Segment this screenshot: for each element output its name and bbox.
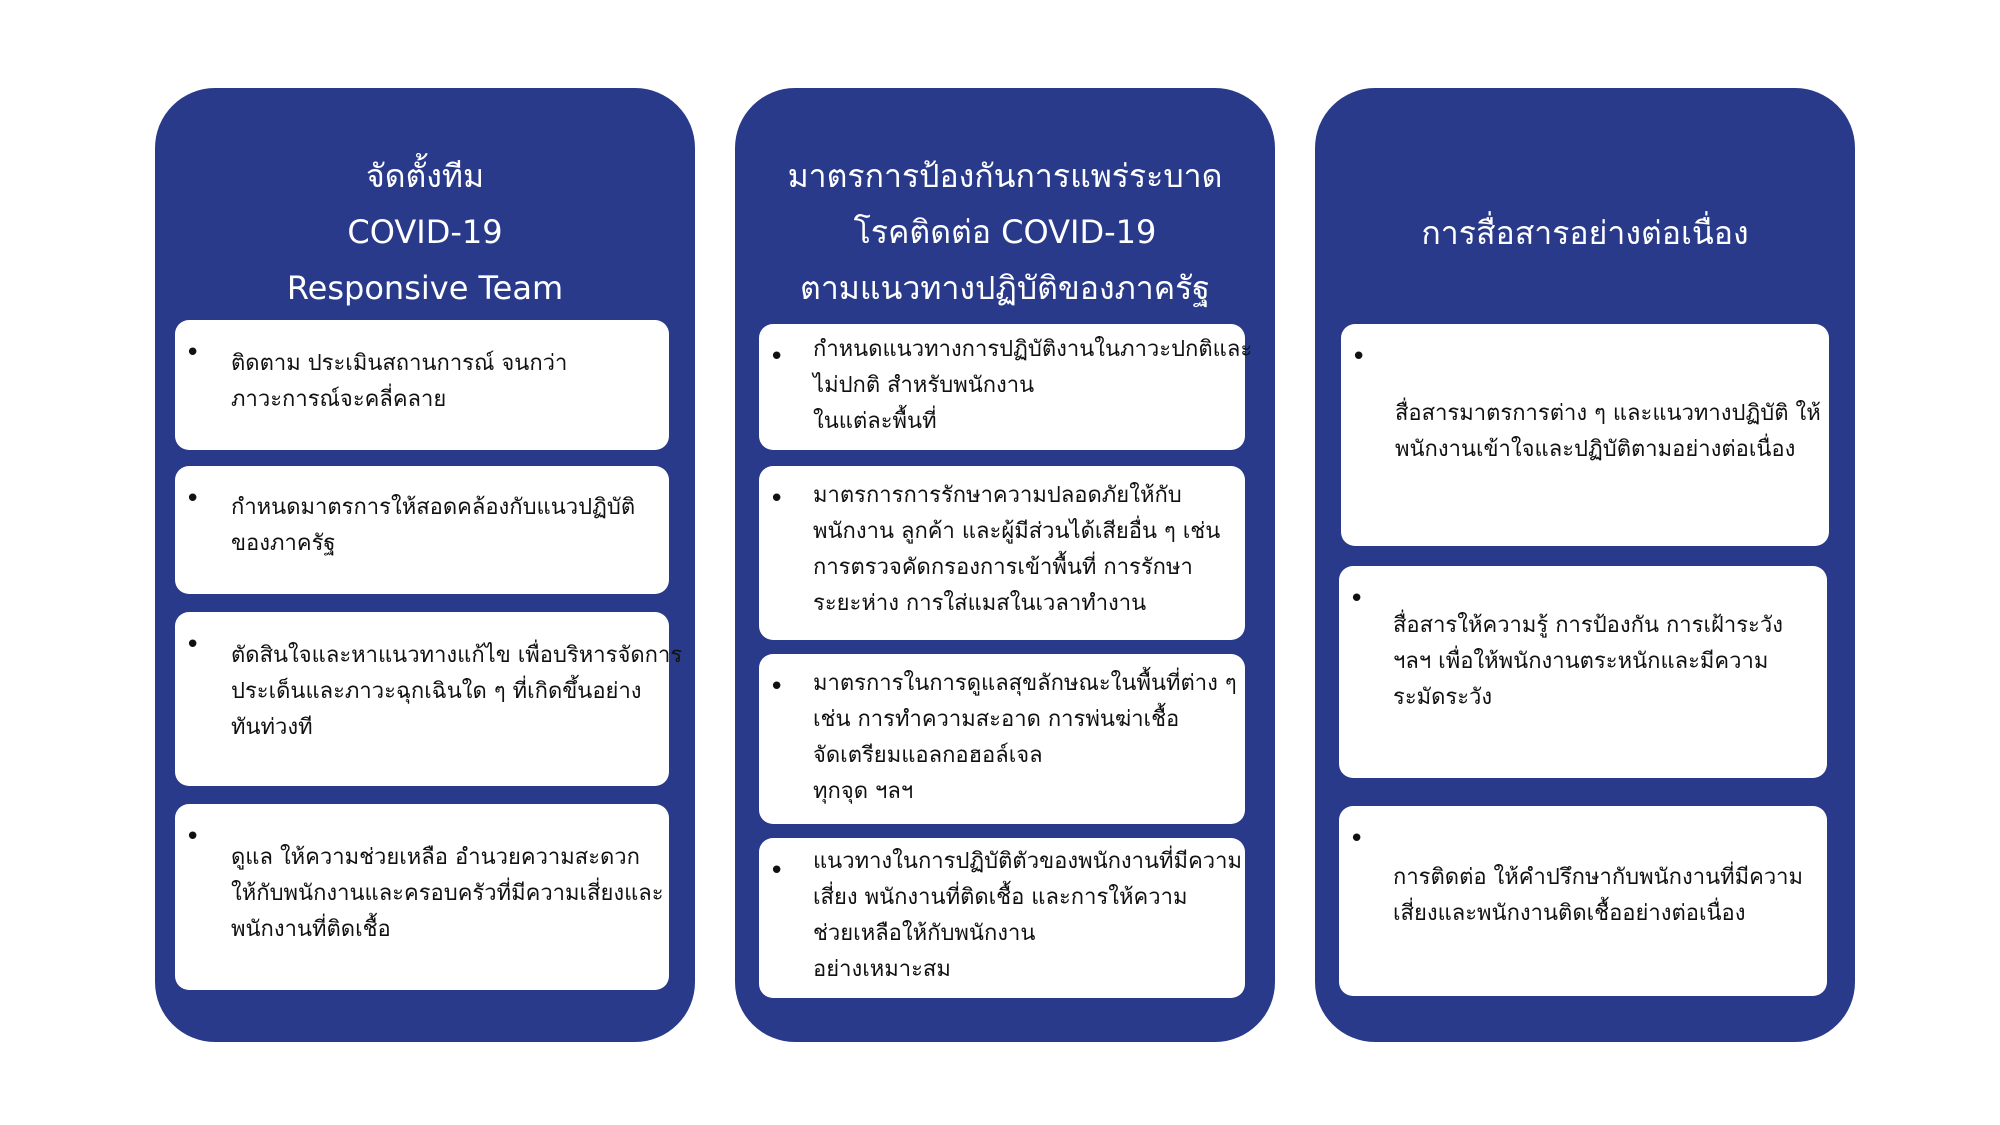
panel-title (1315, 198, 1855, 268)
title-line: โรคติดต่อ COVID-19 (853, 213, 1157, 251)
bullet-icon: • (769, 856, 785, 886)
card-text-line: ในแต่ละพื้นที่ (813, 409, 937, 434)
card-text-line: กำหนดแนวทางการปฏิบัติงานในภาวะปกติและ (813, 337, 1253, 362)
card-text-line: พนักงานเข้าใจและปฏิบัติตามอย่างต่อเนื่อง (1395, 437, 1796, 462)
bullet-icon: • (185, 484, 201, 514)
panel-title (735, 148, 1275, 316)
bullet-icon: • (769, 342, 785, 372)
card-text-line: อย่างเหมาะสม (813, 957, 951, 982)
card-text-line: ทันท่วงที (231, 715, 313, 740)
card-measures (175, 466, 669, 594)
panel-title (155, 148, 695, 316)
bullet-icon: • (185, 822, 201, 852)
card-text-line: ภาวะการณ์จะคลี่คลาย (231, 387, 447, 412)
card-communicate-knowledge (1339, 566, 1827, 778)
card-text-line: ทุกจุด ฯลฯ (813, 779, 914, 804)
title-line: มาตรการป้องกันการแพร่ระบาด (787, 157, 1223, 195)
card-text-line: ไม่ปกติ สำหรับพนักงาน (813, 373, 1035, 398)
bullet-icon: • (1349, 584, 1365, 614)
bullet-icon: • (185, 338, 201, 368)
card-risk-guidelines (759, 838, 1245, 998)
card-decide (175, 612, 683, 786)
bullet-icon: • (769, 672, 785, 702)
card-text-line: ประเด็นและภาวะฉุกเฉินใด ๆ ที่เกิดขึ้นอย่าง (231, 679, 642, 704)
card-text-line: กำหนดมาตรการให้สอดคล้องกับแนวปฏิบัติ (231, 495, 636, 520)
card-text-line: การติดต่อ ให้คำปรึกษากับพนักงานที่มีความ (1393, 865, 1804, 890)
card-text-line: เช่น การทำความสะอาด การพ่นฆ่าเชื้อ (813, 707, 1180, 732)
card-text-line: ติดตาม ประเมินสถานการณ์ จนกว่า (231, 351, 568, 376)
panel-communication (1315, 88, 1855, 1042)
card-text-line: การตรวจคัดกรองการเข้าพื้นที่ การรักษา (813, 555, 1193, 580)
card-consultation (1339, 806, 1827, 996)
bullet-icon: • (1349, 824, 1365, 854)
card-support (175, 804, 669, 990)
card-safety-measures (759, 466, 1245, 640)
card-text-line: แนวทางในการปฏิบัติตัวของพนักงานที่มีความ (813, 849, 1242, 874)
card-text-line: ระยะห่าง การใส่แมสในเวลาทำงาน (813, 591, 1147, 616)
bullet-icon: • (769, 484, 785, 514)
panel-covid-team (155, 88, 695, 1042)
title-line: Responsive Team (286, 269, 564, 307)
card-text-line: ระมัดระวัง (1393, 685, 1493, 710)
card-text-line: ตัดสินใจและหาแนวทางแก้ไข เพื่อบริหารจัดการ (231, 643, 683, 668)
bullet-icon: • (185, 630, 201, 660)
bullet-icon: • (1351, 342, 1367, 372)
card-text-line: เสี่ยง พนักงานที่ติดเชื้อ และการให้ความ (813, 885, 1188, 910)
card-text-line: สื่อสารมาตรการต่าง ๆ และแนวทางปฏิบัติ ให้ (1395, 401, 1821, 426)
card-communicate-measures (1341, 324, 1829, 546)
card-text-line: มาตรการในการดูแลสุขลักษณะในพื้นที่ต่าง ๆ (813, 671, 1237, 696)
title-line: ตามแนวทางปฏิบัติของภาครัฐ (800, 269, 1210, 307)
card-text-line: พนักงาน ลูกค้า และผู้มีส่วนได้เสียอื่น ๆ เช่น (813, 519, 1221, 544)
card-text-line: พนักงานที่ติดเชื้อ (231, 917, 391, 942)
card-hygiene-measures (759, 654, 1245, 824)
card-text-line: มาตรการการรักษาความปลอดภัยให้กับ (813, 483, 1182, 508)
title-line: COVID-19 (347, 213, 503, 251)
title-line: การสื่อสารอย่างต่อเนื่อง (1421, 214, 1749, 252)
card-text-line: ดูแล ให้ความช่วยเหลือ อำนวยความสะดวก (231, 845, 640, 870)
card-text-line: สื่อสารให้ความรู้ การป้องกัน การเฝ้าระวัง (1393, 613, 1783, 638)
card-text-line: เสี่ยงและพนักงานติดเชื้ออย่างต่อเนื่อง (1393, 901, 1746, 926)
card-text-line: ของภาครัฐ (231, 531, 336, 556)
card-text-line: จัดเตรียมแอลกอฮอล์เจล (813, 743, 1043, 768)
panel-prevention-measures (735, 88, 1275, 1042)
card-work-guidelines (759, 324, 1253, 450)
card-text-line: ช่วยเหลือให้กับพนักงาน (813, 921, 1036, 946)
card-text-line: ฯลฯ เพื่อให้พนักงานตระหนักและมีความ (1393, 649, 1769, 674)
title-line: จัดตั้งทีม (365, 157, 485, 195)
card-text-line: ให้กับพนักงานและครอบครัวที่มีความเสี่ยงและ (231, 881, 664, 906)
card-monitor (175, 320, 669, 450)
